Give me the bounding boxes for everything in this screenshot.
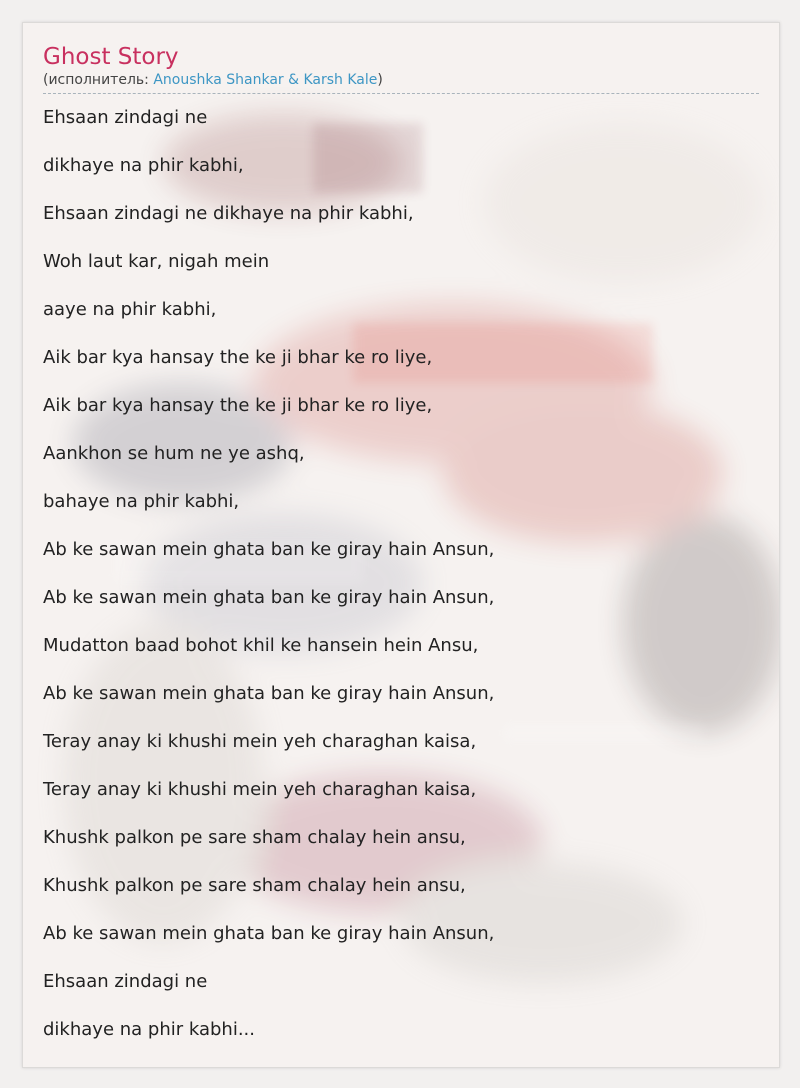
lyric-line: Mudatton baad bohot khil ke hansein hein Ansu,: [43, 635, 479, 656]
lyric-line: Teray anay ki khushi mein yeh charaghan kaisa,: [43, 731, 477, 752]
lyric-line: Khushk palkon pe sare sham chalay hein ansu,: [43, 875, 466, 896]
lyric-line: Ehsaan zindagi ne: [43, 107, 208, 128]
lyric-line: Aik bar kya hansay the ke ji bhar ke ro liye,: [43, 395, 433, 416]
lyric-line: Aankhon se hum ne ye ashq,: [43, 443, 305, 464]
artist-link[interactable]: Anoushka Shankar & Karsh Kale: [153, 72, 378, 88]
lyric-line: Ehsaan zindagi ne: [43, 971, 208, 992]
lyric-line: Ab ke sawan mein ghata ban ke giray hain Ansun,: [43, 539, 495, 560]
lyric-line: dikhaye na phir kabhi...: [43, 1019, 255, 1040]
lyrics-text: [43, 94, 759, 1054]
lyric-line: Ab ke sawan mein ghata ban ke giray hain Ansun,: [43, 587, 495, 608]
lyric-line: Teray anay ki khushi mein yeh charaghan kaisa,: [43, 779, 477, 800]
song-title: Ghost Story: [43, 44, 179, 70]
lyrics-content: [43, 43, 759, 1054]
lyric-line: Woh laut kar, nigah mein: [43, 251, 270, 272]
lyric-line: Ab ke sawan mein ghata ban ke giray hain Ansun,: [43, 683, 495, 704]
lyric-line: Ehsaan zindagi ne dikhaye na phir kabhi,: [43, 203, 414, 224]
artist-prefix: (исполнитель:: [43, 72, 154, 88]
lyric-line: Khushk palkon pe sare sham chalay hein ansu,: [43, 827, 466, 848]
lyric-line: Ab ke sawan mein ghata ban ke giray hain Ansun,: [43, 923, 495, 944]
lyric-line: dikhaye na phir kabhi,: [43, 155, 244, 176]
artist-line: [43, 71, 759, 94]
lyric-line: Aik bar kya hansay the ke ji bhar ke ro liye,: [43, 347, 433, 368]
lyric-line: aaye na phir kabhi,: [43, 299, 217, 320]
lyric-line: bahaye na phir kabhi,: [43, 491, 240, 512]
lyrics-card: [22, 22, 780, 1068]
artist-suffix: ): [377, 72, 383, 88]
